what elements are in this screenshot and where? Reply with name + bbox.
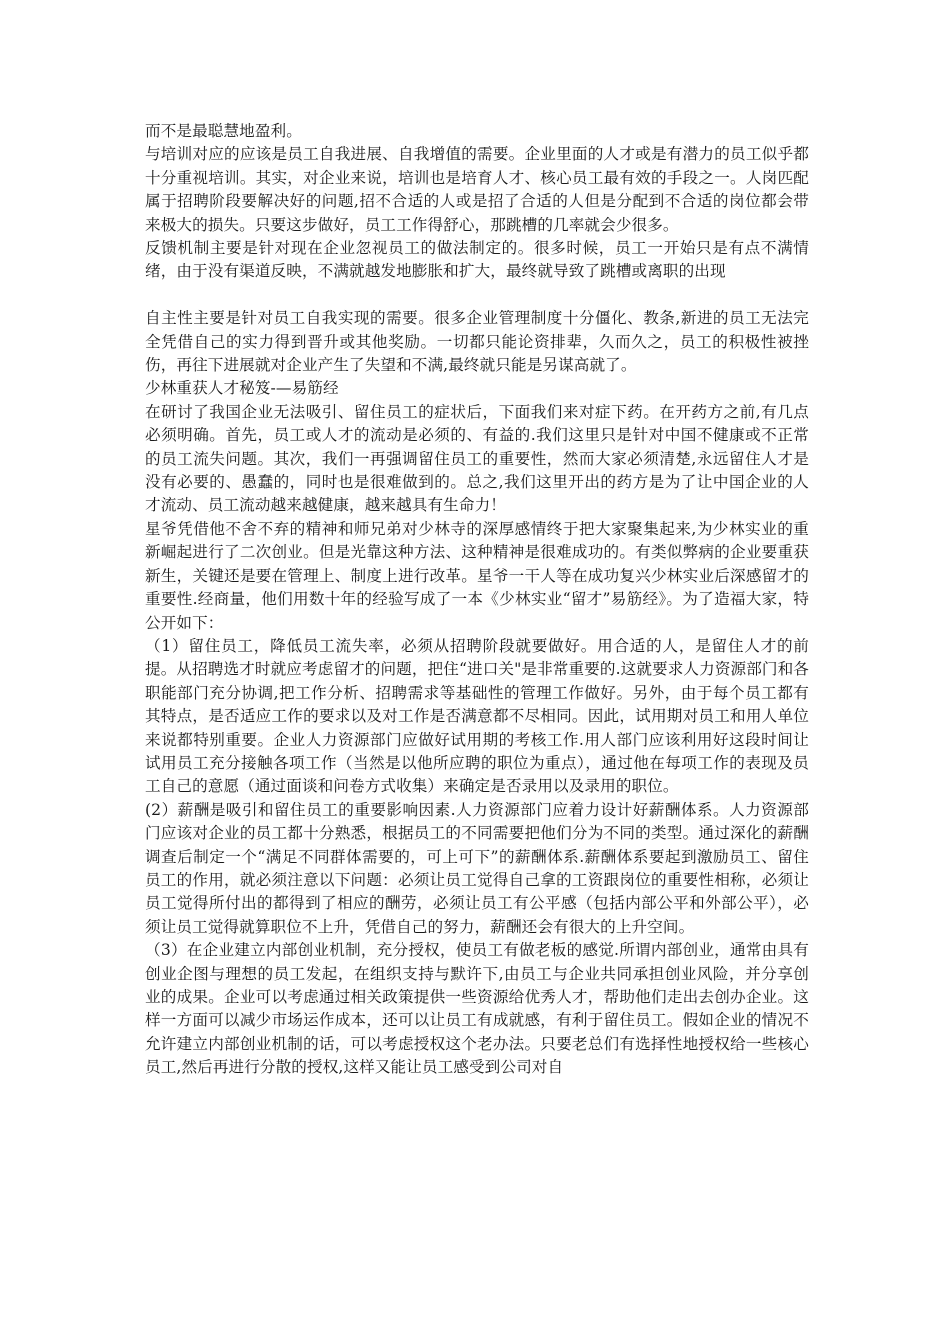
paragraph: （1）留住员工，降低员工流失率，必须从招聘阶段就要做好。用合适的人，是留住人才的前提。从招聘选才时就应考虑留才的问题，把住“进口关"是非常重要的.这就要求人力资源部门和各职能部门充分协调,把工作分析、招聘需求等基础性的管理工作做好。另外，由于每个员工都有其特点，是否适应工作的要求以及对工作是否满意都不尽相同。因此，试用期对员工和用人单位来说都特别重要。企业人力资源部门应做好试用期的考核工作.用人部门应该利用好这段时间让试用员工充分接触各项工作（当然是以他所应聘的职位为重点），通过他在每项工作的表现及员工自己的意愿（通过面谈和问卷方式收集）来确定是否录用以及录用的职位。 bbox=[145, 636, 809, 796]
paragraph: (2）薪酬是吸引和留住员工的重要影响因素.人力资源部门应着力设计好薪酬体系。人力资源部门应该对企业的员工都十分熟悉，根据员工的不同需要把他们分为不同的类型。通过深化的薪酬调查后制定一个“满足不同群体需要的，可上可下”的薪酬体系.薪酬体系要起到激励员工、留住员工的作用，就必须注意以下问题：必须让员工觉得自己拿的工资跟岗位的重要性相称，必须让员工觉得所付出的都得到了相应的酬劳，必须让员工有公平感（包括内部公平和外部公平），必须让员工觉得就算职位不上升，凭借自己的努力，薪酬还会有很大的上升空间。 bbox=[145, 800, 809, 936]
paragraph: 自主性主要是针对员工自我实现的需要。很多企业管理制度十分僵化、教条,新进的员工无法完全凭借自己的实力得到晋升或其他奖励。一切都只能论资排辈，久而久之，员工的积极性被挫伤，再往下进展就对企业产生了失望和不满,最终就只能是另谋高就了。 bbox=[145, 309, 809, 375]
paragraph: 与培训对应的应该是员工自我进展、自我增值的需要。企业里面的人才或是有潜力的员工似乎都十分重视培训。其实，对企业来说，培训也是培育人才、核心员工最有效的手段之一。人岗匹配属于招聘阶段要解决好的问题,招不合适的人或是招了合适的人但是分配到不合适的岗位都会带来极大的损失。只要这步做好，员工工作得舒心，那跳槽的几率就会少很多。 bbox=[145, 145, 809, 234]
section-heading: 少林重获人才秘笈-—易筋经 bbox=[145, 379, 339, 398]
paragraph: 星爷凭借他不舍不弃的精神和师兄弟对少林寺的深厚感情终于把大家聚集起来,为少林实业的重新崛起进行了二次创业。但是光靠这种方法、这种精神是很难成功的。有类似弊病的企业要重获新生，关键还是要在管理上、制度上进行改革。星爷一干人等在成功复兴少林实业后深感留才的重要性.经商量，他们用数十年的经验写成了一本《少林实业“留才”易筋经》。为了造福大家，特公开如下： bbox=[145, 519, 809, 632]
paragraph: 在研讨了我国企业无法吸引、留住员工的症状后，下面我们来对症下药。在开药方之前,有几点必须明确。首先，员工或人才的流动是必须的、有益的.我们这里只是针对中国不健康或不正常的员工流失问题。其次，我们一再强调留住员工的重要性，然而大家必须清楚,永远留住人才是没有必要的、愚蠢的，同时也是很难做到的。总之,我们这里开出的药方是为了让中国企业的人才流动、员工流动越来越健康，越来越具有生命力！ bbox=[145, 402, 809, 515]
document-body bbox=[145, 120, 809, 1080]
paragraph: （3）在企业建立内部创业机制，充分授权，使员工有做老板的感觉.所谓内部创业，通常由具有创业企图与理想的员工发起，在组织支持与默许下,由员工与企业共同承担创业风险，并分享创业的成果。企业可以考虑通过相关政策提供一些资源给优秀人才，帮助他们走出去创办企业。这样一方面可以减少市场运作成本，还可以让员工有成就感，有利于留住员工。假如企业的情况不允许建立内部创业机制的话，可以考虑授权这个老办法。只要老总们有选择性地授权给一些核心员工,然后再进行分散的授权,这样又能让员工感受到公司对自 bbox=[145, 941, 809, 1077]
paragraph: 反馈机制主要是针对现在企业忽视员工的做法制定的。很多时候，员工一开始只是有点不满情绪，由于没有渠道反映，不满就越发地膨胀和扩大，最终就导致了跳槽或离职的出现 bbox=[145, 239, 809, 281]
blank-line bbox=[145, 284, 809, 307]
paragraph: 而不是最聪慧地盈利。 bbox=[145, 122, 302, 140]
